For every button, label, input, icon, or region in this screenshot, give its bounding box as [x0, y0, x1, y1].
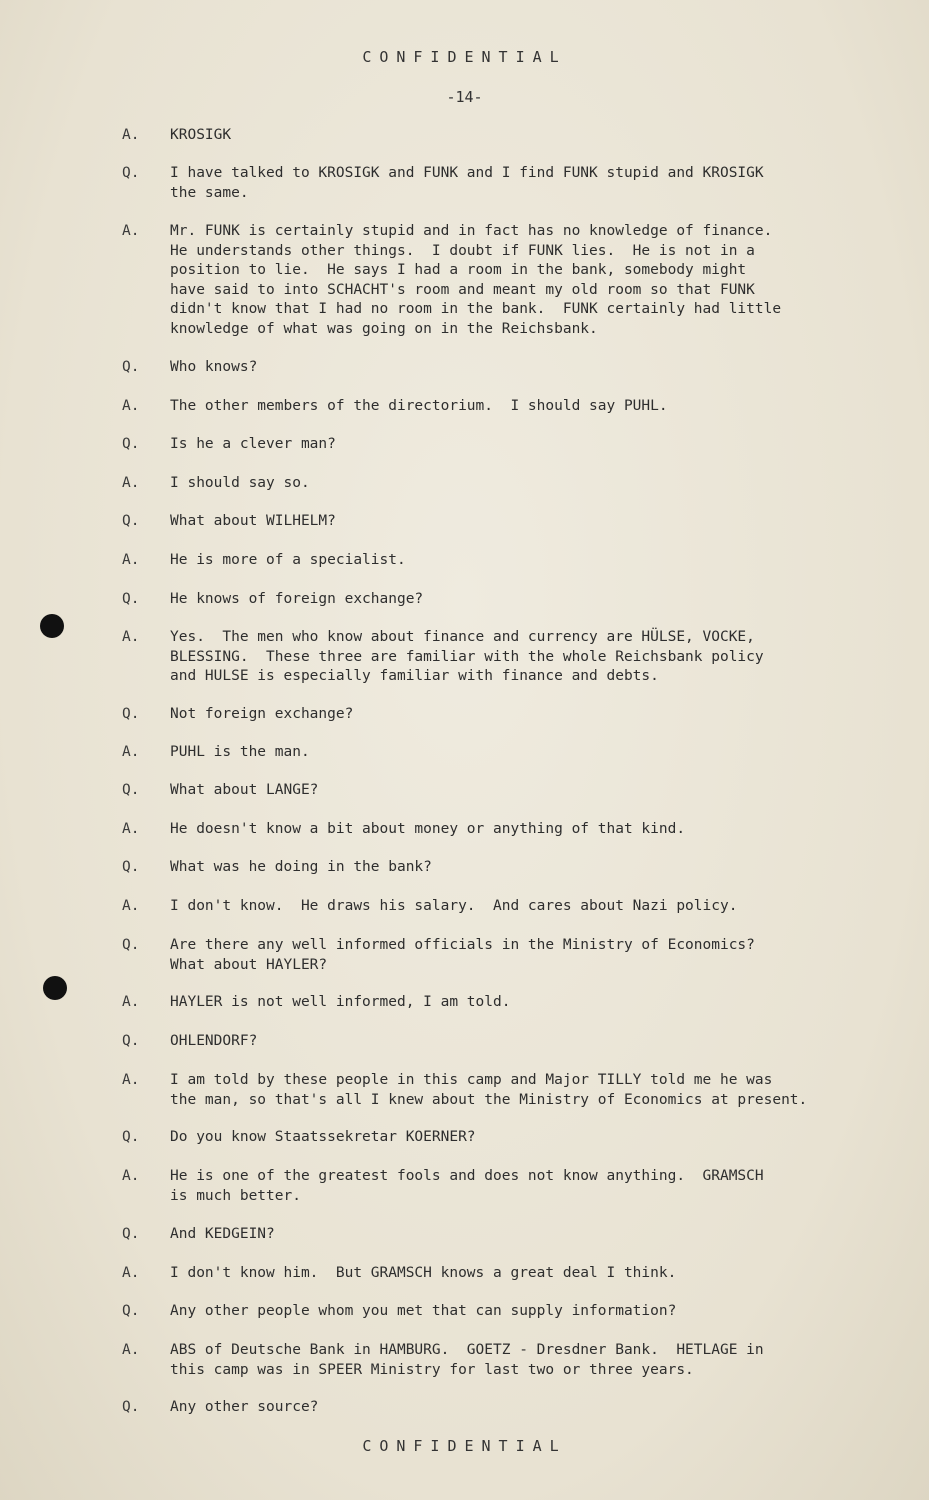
entry-text: Is he a clever man?: [170, 436, 336, 452]
entry-text: PUHL is the man.: [170, 744, 310, 760]
entry-text: ABS of Deutsche Bank in HAMBURG. GOETZ - Dresdner Bank. HETLAGE in this camp was in SPEER Ministry for last two or three years.: [170, 1342, 764, 1378]
speaker-label: Q.: [122, 591, 140, 607]
speaker-label: A.: [122, 127, 140, 143]
speaker-label: Q.: [122, 859, 140, 875]
speaker-label: A.: [122, 744, 140, 760]
speaker-label: Q.: [122, 1399, 140, 1415]
entry-text: I should say so.: [170, 475, 310, 491]
speaker-label: Q.: [122, 1129, 140, 1145]
speaker-label: A.: [122, 1265, 140, 1281]
header-confidential: CONFIDENTIAL: [362, 48, 567, 66]
entry-text: I have talked to KROSIGK and FUNK and I find FUNK stupid and KROSIGK the same.: [170, 165, 764, 201]
entry-text: Any other source?: [170, 1399, 319, 1415]
speaker-label: A.: [122, 1342, 140, 1358]
entry-text: What about WILHELM?: [170, 513, 336, 529]
entry-text: The other members of the directorium. I should say PUHL.: [170, 398, 668, 414]
punch-hole-top: [40, 614, 64, 638]
footer-confidential: CONFIDENTIAL: [362, 1437, 567, 1455]
speaker-label: A.: [122, 994, 140, 1010]
entry-text: Do you know Staatssekretar KOERNER?: [170, 1129, 476, 1145]
punch-hole-bottom: [43, 976, 67, 1000]
speaker-label: A.: [122, 629, 140, 645]
entry-text: I don't know him. But GRAMSCH knows a great deal I think.: [170, 1265, 677, 1281]
speaker-label: Q.: [122, 1033, 140, 1049]
entry-text: What about LANGE?: [170, 782, 319, 798]
entry-text: He doesn't know a bit about money or anything of that kind.: [170, 821, 686, 837]
speaker-label: Q.: [122, 706, 140, 722]
entry-text: Mr. FUNK is certainly stupid and in fact has no knowledge of finance. He understands other things. I doubt if FUNK lies. He is not in a position to lie. He says I had a room in the bank, somebody might have said to into SCHACHT's room and meant my old room so that FUNK didn't know that I had no room in the bank. FUNK certainly had little knowledge of what was going on in the Reichsbank.: [170, 223, 782, 337]
entry-text: OHLENDORF?: [170, 1033, 258, 1049]
entry-text: He knows of foreign exchange?: [170, 591, 424, 607]
speaker-label: Q.: [122, 937, 140, 953]
speaker-label: A.: [122, 1168, 140, 1184]
entry-text: Any other people whom you met that can supply information?: [170, 1303, 677, 1319]
speaker-label: Q.: [122, 359, 140, 375]
entry-text: Who knows?: [170, 359, 258, 375]
entry-text: I don't know. He draws his salary. And cares about Nazi policy.: [170, 898, 738, 914]
speaker-label: A.: [122, 821, 140, 837]
entry-text: He is more of a specialist.: [170, 552, 406, 568]
entry-text: And KEDGEIN?: [170, 1226, 275, 1242]
speaker-label: Q.: [122, 436, 140, 452]
entry-text: I am told by these people in this camp and Major TILLY told me he was the man, so that's all I knew about the Ministry of Economics at present.: [170, 1072, 808, 1108]
entry-text: He is one of the greatest fools and does not know anything. GRAMSCH is much better.: [170, 1168, 764, 1204]
speaker-label: Q.: [122, 1226, 140, 1242]
speaker-label: Q.: [122, 513, 140, 529]
speaker-label: A.: [122, 1072, 140, 1088]
speaker-label: Q.: [122, 1303, 140, 1319]
speaker-label: A.: [122, 398, 140, 414]
speaker-label: Q.: [122, 782, 140, 798]
entry-text: Not foreign exchange?: [170, 706, 354, 722]
speaker-label: A.: [122, 898, 140, 914]
speaker-label: A.: [122, 475, 140, 491]
entry-text: Yes. The men who know about finance and currency are HÜLSE, VOCKE, BLESSING. These three are familiar with the whole Reichsbank policy and HULSE is especially familiar with finance and debts.: [170, 629, 764, 684]
speaker-label: A.: [122, 223, 140, 239]
entry-text: Are there any well informed officials in the Ministry of Economics? What about HAYLER?: [170, 937, 755, 973]
entry-text: HAYLER is not well informed, I am told.: [170, 994, 511, 1010]
entry-text: What was he doing in the bank?: [170, 859, 432, 875]
speaker-label: A.: [122, 552, 140, 568]
page-number: -14-: [446, 88, 483, 106]
entry-text: KROSIGK: [170, 127, 232, 143]
speaker-label: Q.: [122, 165, 140, 181]
